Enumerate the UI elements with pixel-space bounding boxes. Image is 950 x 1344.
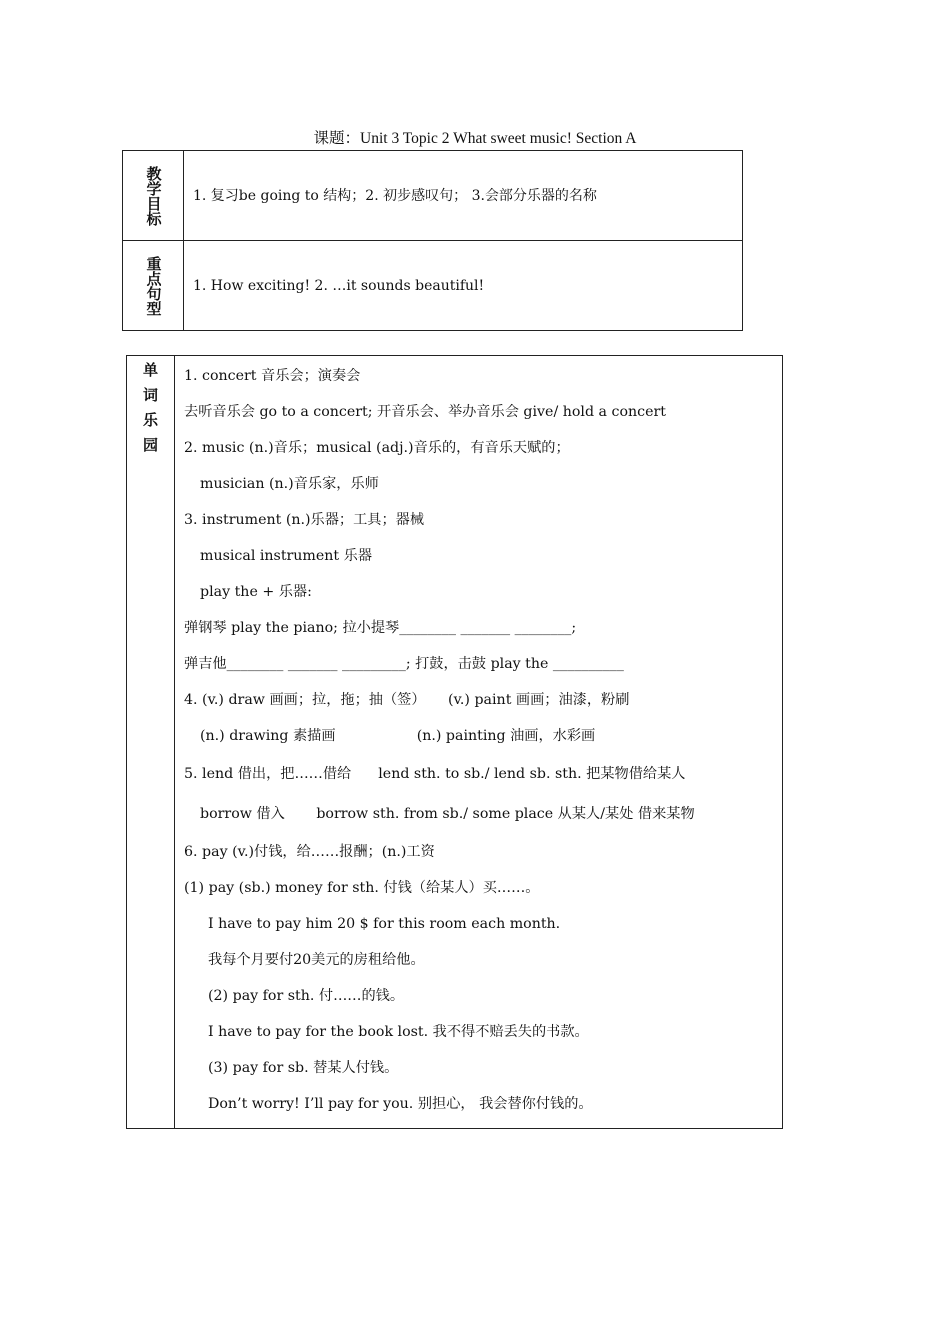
- objectives-text: 1. 复习be going to 结构；2. 初步感叹句； 3.会部分乐器的名称: [184, 151, 743, 241]
- vocab-content: [175, 356, 783, 1129]
- vocab-line: musical instrument 乐器: [200, 548, 373, 564]
- vocab-line: 6. pay (v.)付钱，给……报酬；(n.)工资: [184, 844, 435, 860]
- vocab-line: (2) pay for sth. 付……的钱。: [208, 988, 405, 1004]
- vocab-row: [127, 356, 783, 1129]
- key-sentences-row: [123, 241, 743, 331]
- vocab-line: 1. concert 音乐会；演奏会: [184, 368, 361, 384]
- vocab-line: play the + 乐器:: [200, 584, 312, 600]
- vocab-table: [126, 355, 783, 1129]
- vocab-line: 去听音乐会 go to a concert; 开音乐会、举办音乐会 give/ hold a concert: [184, 404, 666, 420]
- vocab-line: I have to pay for the book lost. 我不得不赔丢失的书款。: [208, 1024, 589, 1040]
- objectives-table: [122, 150, 743, 331]
- vocab-line: musician (n.)音乐家，乐师: [200, 476, 379, 492]
- vocab-line: I have to pay him 20 $ for this room each month.: [208, 916, 561, 932]
- vocab-line: Don’t worry! I’ll pay for you. 别担心， 我会替你付钱的。: [208, 1096, 593, 1112]
- vocab-line: 我每个月要付20美元的房租给他。: [208, 952, 425, 968]
- key-sentences-text: 1. How exciting! 2. …it sounds beautiful!: [184, 241, 743, 331]
- vocab-label-text: 单词乐园: [143, 361, 159, 454]
- vocab-line: 3. instrument (n.)乐器；工具；器械: [184, 512, 425, 528]
- vocab-line: 弹钢琴 play the piano; 拉小提琴________ _______ ________;: [184, 620, 577, 636]
- vocab-line: 4. (v.) draw 画画；拉，拖；抽（签） (v.) paint 画画；油漆，粉刷: [184, 692, 630, 708]
- vocab-line: (1) pay (sb.) money for sth. 付钱（给某人）买……。: [184, 880, 540, 896]
- objectives-label: 教学目标: [123, 151, 184, 241]
- vocab-line: (n.) drawing 素描画 (n.) painting 油画，水彩画: [200, 728, 596, 744]
- vocab-line: 5. lend 借出，把……借给 lend sth. to sb./ lend sb. sth. 把某物借给某人: [184, 766, 686, 782]
- key-sentences-label: 重点句型: [123, 241, 184, 331]
- objectives-row: [123, 151, 743, 241]
- vocab-line: (3) pay for sb. 替某人付钱。: [208, 1060, 399, 1076]
- vocab-line: borrow 借入 borrow sth. from sb./ some place 从某人/某处 借来某物: [200, 806, 695, 822]
- vocab-label: [127, 356, 175, 1129]
- vocab-line: 弹吉他________ _______ _________; 打鼓，击鼓 play the __________: [184, 656, 624, 672]
- vocab-line: 2. music (n.)音乐；musical (adj.)音乐的，有音乐天赋的；: [184, 440, 570, 456]
- lesson-title: 课题：Unit 3 Topic 2 What sweet music! Section A: [313, 130, 637, 147]
